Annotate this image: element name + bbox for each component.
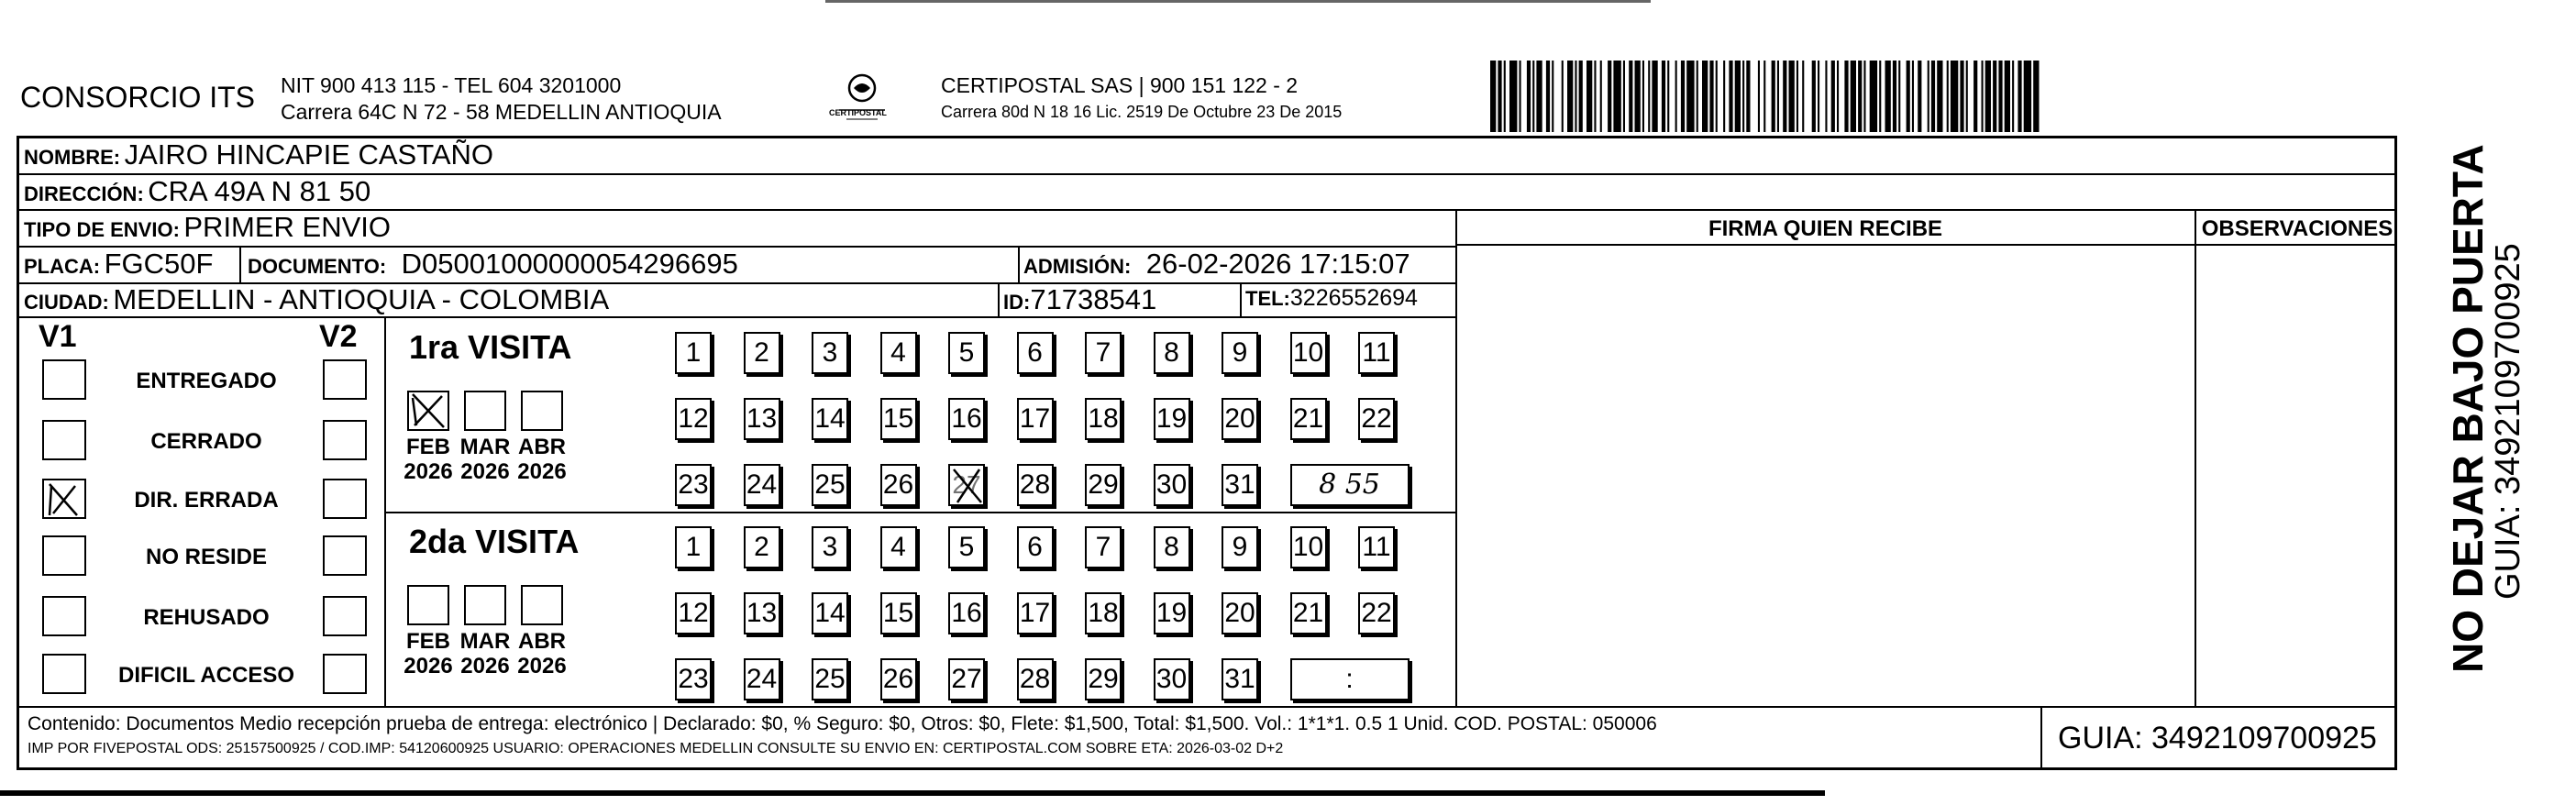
placa-field: [24, 248, 213, 281]
month-year: 2026: [460, 459, 510, 484]
tipo-envio-value: PRIMER ENVIO: [183, 211, 392, 243]
day-box[interactable]: 5: [948, 332, 985, 374]
day-box[interactable]: 5: [948, 526, 985, 568]
day-box[interactable]: 10: [1290, 332, 1327, 374]
id-value: 71738541: [1030, 283, 1157, 315]
day-box[interactable]: 19: [1154, 398, 1190, 440]
time-box[interactable]: 8 55: [1290, 464, 1410, 506]
carrier-address: Carrera 80d N 18 16 Lic. 2519 De Octubre 23 De 2015: [941, 103, 1343, 121]
day-box[interactable]: 12: [675, 592, 712, 634]
v1-checkbox[interactable]: [42, 359, 86, 400]
day-box[interactable]: 13: [744, 398, 780, 440]
tipo-envio-label: TIPO DE ENVIO:: [24, 218, 180, 241]
v1-checkbox[interactable]: [42, 654, 86, 694]
day-number: 27: [952, 470, 981, 499]
month-label: [453, 435, 517, 484]
placa-value: FGC50F: [104, 248, 214, 280]
month-label: [510, 435, 574, 484]
v2-header: V2: [319, 319, 358, 354]
footer-impresion: IMP POR FIVEPOSTAL ODS: 25157500925 / COD.IMP: 54120600925 USUARIO: OPERACIONES MEDELLIN CONSULTE SU ENVIO EN: CERTIPOSTAL.COM SOBRE ETA: 2026-03-02 D+2: [28, 741, 1284, 756]
day-box[interactable]: 6: [1017, 526, 1054, 568]
direccion-value: CRA 49A N 81 50: [148, 175, 371, 207]
status-label: DIFICIL ACCESO: [117, 663, 294, 688]
day-box[interactable]: 8: [1154, 332, 1190, 374]
month-name: FEB: [406, 435, 450, 459]
company-nit: NIT 900 413 115 - TEL 604 3201000: [281, 73, 622, 97]
row-line: [17, 173, 2397, 175]
status-label: ENTREGADO: [136, 369, 277, 393]
day-box[interactable]: 2: [744, 526, 780, 568]
status-label: DIR. ERRADA: [134, 488, 279, 513]
day-box[interactable]: 16: [948, 398, 985, 440]
v2-checkbox[interactable]: [323, 359, 367, 400]
month-name: FEB: [406, 629, 450, 654]
day-box[interactable]: 15: [880, 592, 917, 634]
documento-field: [248, 248, 738, 281]
firma-area[interactable]: [1458, 248, 2194, 704]
row-line: [17, 316, 1456, 318]
v1-checkbox[interactable]: [42, 596, 86, 636]
day-box[interactable]: 1: [675, 332, 712, 374]
day-box[interactable]: 11: [1358, 526, 1395, 568]
col-line: [2195, 209, 2196, 706]
footer-guia: GUIA: 3492109700925: [2058, 721, 2377, 755]
v2-checkbox[interactable]: [323, 654, 367, 694]
certipostal-logo: [830, 72, 894, 127]
month-checkbox[interactable]: [521, 585, 563, 625]
day-box[interactable]: 16: [948, 592, 985, 634]
day-box[interactable]: 2: [744, 332, 780, 374]
v1-checkbox[interactable]: [42, 535, 86, 576]
month-year: 2026: [460, 654, 510, 678]
month-name: MAR: [459, 435, 511, 459]
day-box[interactable]: 25: [812, 658, 848, 700]
day-box[interactable]: 31: [1222, 658, 1258, 700]
month-label: [453, 629, 517, 678]
firma-header: FIRMA QUIEN RECIBE: [1708, 216, 1943, 241]
day-box[interactable]: 23: [675, 464, 712, 506]
day-box[interactable]: 25: [812, 464, 848, 506]
month-year: 2026: [404, 654, 453, 678]
handwritten-x-mark: [950, 466, 987, 506]
footer-contenido: Contenido: Documentos Medio recepción prueba de entrega: electrónico | Declarado: $0, % Seguro: $0, Otros: $0, Flete: $1,500, Total: $1,500. Vol.: 1*1*1. 0.5 1 Unid. COD. POSTAL: 050006: [28, 713, 1657, 734]
nombre-label: NOMBRE:: [24, 146, 121, 169]
col-line: [2040, 706, 2042, 770]
v2-checkbox[interactable]: [323, 535, 367, 576]
day-box[interactable]: 18: [1085, 592, 1122, 634]
day-box[interactable]: 18: [1085, 398, 1122, 440]
day-box[interactable]: 11: [1358, 332, 1395, 374]
day-box[interactable]: 10: [1290, 526, 1327, 568]
ciudad-field: [24, 283, 609, 316]
month-checkbox[interactable]: [407, 585, 449, 625]
month-label: [396, 435, 460, 484]
day-box[interactable]: 29: [1085, 658, 1122, 700]
tipo-envio-field: [24, 211, 391, 244]
side-warning: NO DEJAR BAJO PUERTA: [2444, 144, 2492, 673]
month-checkbox[interactable]: [407, 391, 449, 431]
time-box[interactable]: :: [1290, 658, 1410, 700]
day-box[interactable]: 3: [812, 332, 848, 374]
visit-divider: [384, 512, 1457, 513]
day-box[interactable]: 22: [1358, 592, 1395, 634]
status-label: NO RESIDE: [145, 545, 268, 569]
day-box[interactable]: 9: [1222, 332, 1258, 374]
visit-title: 1ra VISITA: [409, 328, 572, 366]
barcode: [1490, 61, 2224, 132]
month-checkbox[interactable]: [464, 391, 506, 431]
day-box[interactable]: 27: [948, 658, 985, 700]
day-box[interactable]: 24: [744, 464, 780, 506]
carrier-name: CERTIPOSTAL SAS | 900 151 122 - 2: [941, 73, 1299, 97]
nombre-value: JAIRO HINCAPIE CASTAÑO: [124, 138, 494, 171]
day-box[interactable]: 4: [880, 526, 917, 568]
month-label: [510, 629, 574, 678]
month-checkbox[interactable]: [521, 391, 563, 431]
month-year: 2026: [517, 459, 567, 484]
month-label: [396, 629, 460, 678]
admision-label: ADMISIÓN:: [1023, 255, 1132, 278]
day-box[interactable]: 7: [1085, 332, 1122, 374]
v2-checkbox[interactable]: [323, 420, 367, 460]
day-box[interactable]: 20: [1222, 398, 1258, 440]
day-box[interactable]: 30: [1154, 658, 1190, 700]
status-label: REHUSADO: [143, 605, 270, 630]
observaciones-area[interactable]: [2197, 248, 2395, 704]
tel-label: TEL:: [1245, 287, 1290, 310]
v1-checkbox[interactable]: [42, 479, 86, 519]
day-box[interactable]: 6: [1017, 332, 1054, 374]
day-box[interactable]: 28: [1017, 658, 1054, 700]
col-line: [998, 282, 1000, 316]
day-box[interactable]: 19: [1154, 592, 1190, 634]
status-label: CERRADO: [150, 429, 262, 454]
v1-header: V1: [39, 319, 77, 354]
day-box[interactable]: 20: [1222, 592, 1258, 634]
day-box[interactable]: 21: [1290, 592, 1327, 634]
side-guia: GUIA: 3492109700925: [2489, 243, 2527, 600]
row-line: [1456, 244, 2397, 246]
tel-field: [1245, 285, 1418, 312]
day-box[interactable]: 14: [812, 398, 848, 440]
top-edge-line: [825, 0, 1651, 3]
day-box[interactable]: 30: [1154, 464, 1190, 506]
day-box[interactable]: 17: [1017, 398, 1054, 440]
visit-title: 2da VISITA: [409, 523, 580, 560]
id-field: [1003, 283, 1156, 316]
handwritten-x-mark: [409, 392, 448, 429]
col-line: [1018, 246, 1020, 282]
month-name: MAR: [459, 629, 511, 654]
documento-value: D05001000000054296695: [401, 248, 738, 280]
v2-checkbox[interactable]: [323, 479, 367, 519]
day-box[interactable]: 22: [1358, 398, 1395, 440]
nombre-field: [24, 138, 493, 171]
day-box[interactable]: 29: [1085, 464, 1122, 506]
day-box[interactable]: 12: [675, 398, 712, 440]
id-label: ID:: [1003, 291, 1031, 314]
col-line: [239, 246, 241, 282]
ciudad-label: CIUDAD:: [24, 291, 109, 314]
month-name: ABR: [518, 435, 566, 459]
v2-checkbox[interactable]: [323, 596, 367, 636]
day-box[interactable]: 15: [880, 398, 917, 440]
admision-field: [1023, 248, 1410, 281]
day-box[interactable]: 26: [880, 464, 917, 506]
day-box[interactable]: [948, 464, 985, 506]
day-box[interactable]: 21: [1290, 398, 1327, 440]
v1-checkbox[interactable]: [42, 420, 86, 460]
bottom-rule: [0, 790, 1825, 796]
col-line: [1455, 209, 1457, 706]
admision-value: 26-02-2026 17:15:07: [1145, 248, 1410, 280]
day-box[interactable]: 28: [1017, 464, 1054, 506]
ciudad-value: MEDELLIN - ANTIOQUIA - COLOMBIA: [113, 283, 610, 315]
col-line: [1240, 282, 1242, 316]
month-year: 2026: [404, 459, 453, 484]
day-box[interactable]: 1: [675, 526, 712, 568]
direccion-label: DIRECCIÓN:: [24, 182, 144, 205]
day-box[interactable]: 4: [880, 332, 917, 374]
day-box[interactable]: 13: [744, 592, 780, 634]
day-box[interactable]: 14: [812, 592, 848, 634]
tel-value: 3226552694: [1289, 285, 1418, 311]
day-box[interactable]: 26: [880, 658, 917, 700]
month-year: 2026: [517, 654, 567, 678]
day-box[interactable]: 8: [1154, 526, 1190, 568]
month-name: ABR: [518, 629, 566, 654]
day-box[interactable]: 23: [675, 658, 712, 700]
direccion-field: [24, 175, 370, 208]
day-box[interactable]: 3: [812, 526, 848, 568]
logo-caption: CERTIPOSTAL: [829, 108, 887, 117]
company-name: CONSORCIO ITS: [20, 81, 256, 114]
documento-label: DOCUMENTO:: [248, 255, 387, 278]
company-address: Carrera 64C N 72 - 58 MEDELLIN ANTIOQUIA: [281, 100, 722, 124]
day-box[interactable]: 17: [1017, 592, 1054, 634]
handwritten-x-mark: [44, 480, 84, 517]
placa-label: PLACA:: [24, 255, 101, 278]
day-box[interactable]: 31: [1222, 464, 1258, 506]
day-box[interactable]: 24: [744, 658, 780, 700]
day-box[interactable]: 7: [1085, 526, 1122, 568]
day-box[interactable]: 9: [1222, 526, 1258, 568]
month-checkbox[interactable]: [464, 585, 506, 625]
observaciones-header: OBSERVACIONES: [2201, 216, 2394, 241]
